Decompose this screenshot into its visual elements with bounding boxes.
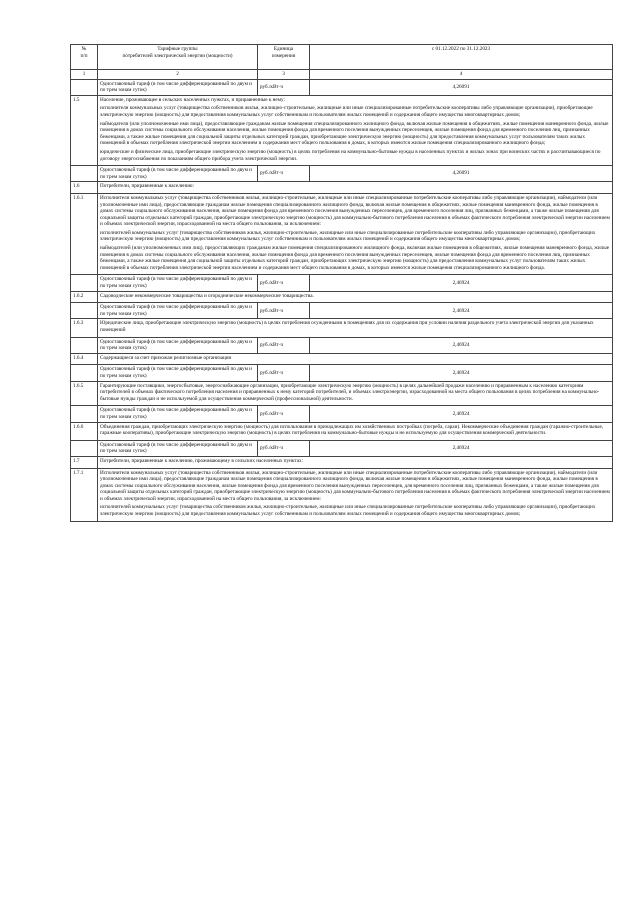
unit-cell: руб./кВт·ч bbox=[258, 365, 310, 381]
description-paragraph: исполнители коммунальных услуг (товарищества собственников жилья, жилищно-строительные, жилищные или иные специализированные потребительские кооперативы либо управляющие организации), приобретающие электрическую энергию (мощность) для предоставления коммунальных услуг собственникам и пользователям жилых помещений и содержания общего имущества многоквартирных домов; bbox=[100, 105, 593, 118]
row-number: 1.7.1 bbox=[71, 468, 98, 521]
row-number: 1.6.4 bbox=[71, 353, 98, 365]
tariff-value: 2,46924 bbox=[310, 275, 613, 291]
row-number: 1.6 bbox=[71, 182, 98, 194]
category-row bbox=[71, 319, 613, 337]
row-number: 1.5 bbox=[71, 95, 98, 165]
tariff-label: Одноставочный тариф (в том числе дифференцированный по двум и по трем зонам суток) bbox=[98, 365, 258, 381]
tariff-label: Одноставочный тариф (в том числе дифференцированный по двум и по трем зонам суток) bbox=[98, 166, 258, 182]
category-row bbox=[71, 193, 613, 275]
row-number: 1.6.3 bbox=[71, 319, 98, 337]
tariff-row bbox=[71, 337, 613, 353]
description-paragraph: Потребители, приравненные к населению: bbox=[100, 183, 194, 190]
unit-cell: руб./кВт·ч bbox=[258, 337, 310, 353]
row-number bbox=[71, 79, 98, 95]
category-row bbox=[71, 468, 613, 521]
header-period: с 01.12.2022 по 31.12.2023 bbox=[310, 45, 613, 70]
row-number bbox=[71, 440, 98, 456]
tariff-row bbox=[71, 303, 613, 319]
tariff-label: Одноставочный тариф (в том числе дифференцированный по двум и по трем зонам суток) bbox=[98, 275, 258, 291]
description-paragraph: Исполнители коммунальных услуг (товарищества собственников жилья, жилищно-строительные, жилищные или иные специализированные потребительские кооперативы либо управляющие организации), наймодатели (или уполномоченные ими лица), предоставляющие гражданам жилые помещения специализированного жилищного фонда, включая жилые помещения в общежитиях, жилые помещения маневренного фонда, жилые помещения в домах системы социального обслуживания населения, жилые помещения фонда для временного поселения вынужденных переселенцев, для временного поселения лиц, признанных беженцами, а также жилые помещения для социальной защиты отдельных категорий граждан, приобретающие электрическую энергию (мощность) для коммунально-бытового потребления населения в объемах фактического потребления электрической энергии населением и объемах электрической энергии, израсходованной на места общего пользования, за исключением: bbox=[100, 469, 610, 502]
description-paragraph: Юридические лица, приобретающие электрическую энергию (мощность) в целях потребления осужденными в помещениях для их содержания при условии наличия раздельного учета электрической энергии для указанных помещений bbox=[100, 320, 594, 333]
category-row bbox=[71, 291, 613, 303]
category-row bbox=[71, 353, 613, 365]
row-number: 1.6.5 bbox=[71, 381, 98, 406]
row-number bbox=[71, 275, 98, 291]
category-description bbox=[98, 291, 613, 303]
category-description bbox=[98, 95, 613, 165]
description-paragraph: Содержащиеся за счет прихожан религиозные организации bbox=[100, 354, 232, 361]
row-number: 1.7 bbox=[71, 456, 98, 468]
index-cell: 1 bbox=[71, 70, 98, 80]
category-description bbox=[98, 182, 613, 194]
index-cell: 2 bbox=[98, 70, 258, 80]
category-description bbox=[98, 381, 613, 406]
tariff-table bbox=[70, 44, 613, 522]
unit-cell: руб./кВт·ч bbox=[258, 303, 310, 319]
tariff-value: 2,46924 bbox=[310, 406, 613, 422]
header-group: Тарифные группы потребителей электрической энергии (мощности) bbox=[98, 45, 258, 70]
row-number bbox=[71, 406, 98, 422]
tariff-value: 2,46924 bbox=[310, 365, 613, 381]
description-paragraph: Население, проживающее в сельских населенных пунктах, и приравненные к нему: bbox=[100, 96, 285, 103]
description-paragraph: Потребители, приравненные к населению, проживающему в сельских населенных пунктах: bbox=[100, 457, 304, 464]
tariff-row bbox=[71, 275, 613, 291]
row-number bbox=[71, 365, 98, 381]
category-description bbox=[98, 353, 613, 365]
category-row bbox=[71, 381, 613, 406]
category-description bbox=[98, 422, 613, 440]
index-cell: 4 bbox=[310, 70, 613, 80]
category-row bbox=[71, 95, 613, 165]
tariff-label: Одноставочный тариф (в том числе дифференцированный по двум и по трем зонам суток) bbox=[98, 337, 258, 353]
index-row bbox=[71, 70, 613, 80]
unit-cell: руб./кВт·ч bbox=[258, 440, 310, 456]
category-row bbox=[71, 422, 613, 440]
tariff-value: 2,46924 bbox=[310, 303, 613, 319]
tariff-label: Одноставочный тариф (в том числе дифференцированный по двум и по трем зонам суток) bbox=[98, 79, 258, 95]
row-number bbox=[71, 166, 98, 182]
category-description bbox=[98, 468, 613, 521]
tariff-value: 2,46924 bbox=[310, 337, 613, 353]
description-paragraph: Гарантирующие поставщики, энергосбытовые, энергоснабжающие организации, приобретающие электрическую энергию (мощность) в целях дальнейшей продажи населению и приравненным к населению категориям потребителей в объемах фактического потребления населения и приравненных к нему категорий потребителей, и объемах электроэнергии, израсходованной на места общего пользования в целях потребления на коммунально-бытовые нужды граждан и не используемой для осуществления коммерческой (профессиональной) деятельности. bbox=[100, 382, 600, 402]
unit-cell: руб./кВт·ч bbox=[258, 406, 310, 422]
row-number bbox=[71, 337, 98, 353]
row-number: 1.6.1 bbox=[71, 193, 98, 275]
description-paragraph: Объединения граждан, приобретающих электрическую энергию (мощность) для использования в принадлежащих им хозяйственных постройках (погреба, сараи). Некоммерческие объединения граждан (гаражно-строительные, гаражные кооперативы), приобретающие электрическую энергию (мощность) в целях потребления на коммунально-бытовые нужды и не используемую для осуществления коммерческой деятельности. bbox=[100, 423, 604, 437]
tariff-label: Одноставочный тариф (в том числе дифференцированный по двум и по трем зонам суток) bbox=[98, 303, 258, 319]
tariff-value: 2,46924 bbox=[310, 440, 613, 456]
tariff-value: 4,26091 bbox=[310, 166, 613, 182]
tariff-label: Одноставочный тариф (в том числе дифференцированный по двум и по трем зонам суток) bbox=[98, 440, 258, 456]
unit-cell: руб./кВт·ч bbox=[258, 166, 310, 182]
description-paragraph: Исполнители коммунальных услуг (товарищества собственников жилья, жилищно-строительные, жилищные или иные специализированные потребительские кооперативы либо управляющие организации), наймодатели (или уполномоченные ими лица), предоставляющие гражданам жилые помещения специализированного жилищного фонда, включая жилые помещения в общежитиях, жилые помещения маневренного фонда, жилые помещения в домах системы социального обслуживания населения, жилые помещения фонда для временного поселения вынужденных переселенцев, для временного поселения лиц, признанных беженцами, а также жилые помещения для социальной защиты отдельных категорий граждан, приобретающие электрическую энергию (мощность) для коммунально-бытового потребления населения в объемах фактического потребления электрической энергии населением и объемах электрической энергии, израсходованной на места общего пользования, за исключением: bbox=[100, 194, 610, 228]
category-row bbox=[71, 182, 613, 194]
description-paragraph: наймодателей (или уполномоченных ими лиц), предоставляющих гражданам жилые помещения специализированного жилищного фонда, включая жилые помещения в общежитиях, жилые помещения маневренного фонда, жилые помещения в домах системы социального обслуживания населения, жилые помещения фонда для временного поселения вынужденных переселенцев, жилые помещения фонда для временного поселения лиц, признанных беженцами, а также жилые помещения для социальной защиты отдельных категорий граждан, приобретающих электрическую энергию (мощность) для предоставления коммунальных услуг пользователям таких жилых помещений в объемах потребления электрической энергии населением и содержания мест общего пользования в домах, в которых имеются жилые помещения специализированного жилищного фонда. bbox=[100, 245, 610, 271]
table-header-row bbox=[71, 45, 613, 70]
row-number: 1.6.2 bbox=[71, 291, 98, 303]
unit-cell: руб./кВт·ч bbox=[258, 79, 310, 95]
category-row bbox=[71, 456, 613, 468]
tariff-value: 4,26091 bbox=[310, 79, 613, 95]
header-num: № п/п bbox=[71, 45, 98, 70]
description-paragraph: наймодатели (или уполномоченные ими лица), предоставляющие гражданам жилые помещения специализированного жилищного фонда, включая жилые помещения в общежитиях, жилые помещения маневренного фонда, жилые помещения в домах системы социального обслуживания населения, жилые помещения фонда для временного поселения вынужденных переселенцев, жилые помещения фонда для временного поселения лиц, признанных беженцами, а также жилые помещения для социальной защиты отдельных категорий граждан, приобретающие электрическую энергию (мощность) для предоставления коммунальных услуг пользователям таких жилых помещений в объемах потребления электрической энергии населением и содержания мест общего пользования в домах, в которых имеются жилые помещения специализированного жилищного фонда; bbox=[100, 120, 609, 147]
description-paragraph: Садоводческие некоммерческие товарищества и огороднические некоммерческие товарищества. bbox=[100, 292, 314, 299]
tariff-label: Одноставочный тариф (в том числе дифференцированный по двум и по трем зонам суток) bbox=[98, 406, 258, 422]
category-description bbox=[98, 319, 613, 337]
category-description bbox=[98, 193, 613, 275]
category-description bbox=[98, 456, 613, 468]
description-paragraph: исполнителей коммунальных услуг (товарищества собственников жилья, жилищно-строительные, жилищные или иные специализированные потребительские кооперативы либо управляющие организации), приобретающих электрическую энергию (мощность) для предоставления коммунальных услуг собственникам и пользователям жилых помещений и содержания общего имущества многоквартирных домов; bbox=[100, 229, 596, 243]
row-number bbox=[71, 303, 98, 319]
tariff-row bbox=[71, 406, 613, 422]
header-unit: Единица измерения bbox=[258, 45, 310, 70]
tariff-row bbox=[71, 440, 613, 456]
index-cell: 3 bbox=[258, 70, 310, 80]
tariff-row bbox=[71, 79, 613, 95]
tariff-row bbox=[71, 166, 613, 182]
row-number: 1.6.6 bbox=[71, 422, 98, 440]
unit-cell: руб./кВт·ч bbox=[258, 275, 310, 291]
description-paragraph: исполнителей коммунальных услуг (товарищества собственников жилья, жилищно-строительные, жилищные или иные специализированные потребительские кооперативы либо управляющие организации), приобретающих электрическую энергию (мощность) для предоставления коммунальных услуг собственникам и пользователям жилых помещений и содержания общего имущества многоквартирных домов; bbox=[100, 504, 596, 518]
description-paragraph: юридические и физические лица, приобретающие электрическую энергию (мощность) в целях потребления на коммунально-бытовые нужды в населенных пунктах и жилых зонах при воинских частях и рассчитывающиеся по договору энергоснабжения по показаниям общего прибора учета электрической энергии. bbox=[100, 148, 601, 162]
tariff-row bbox=[71, 365, 613, 381]
